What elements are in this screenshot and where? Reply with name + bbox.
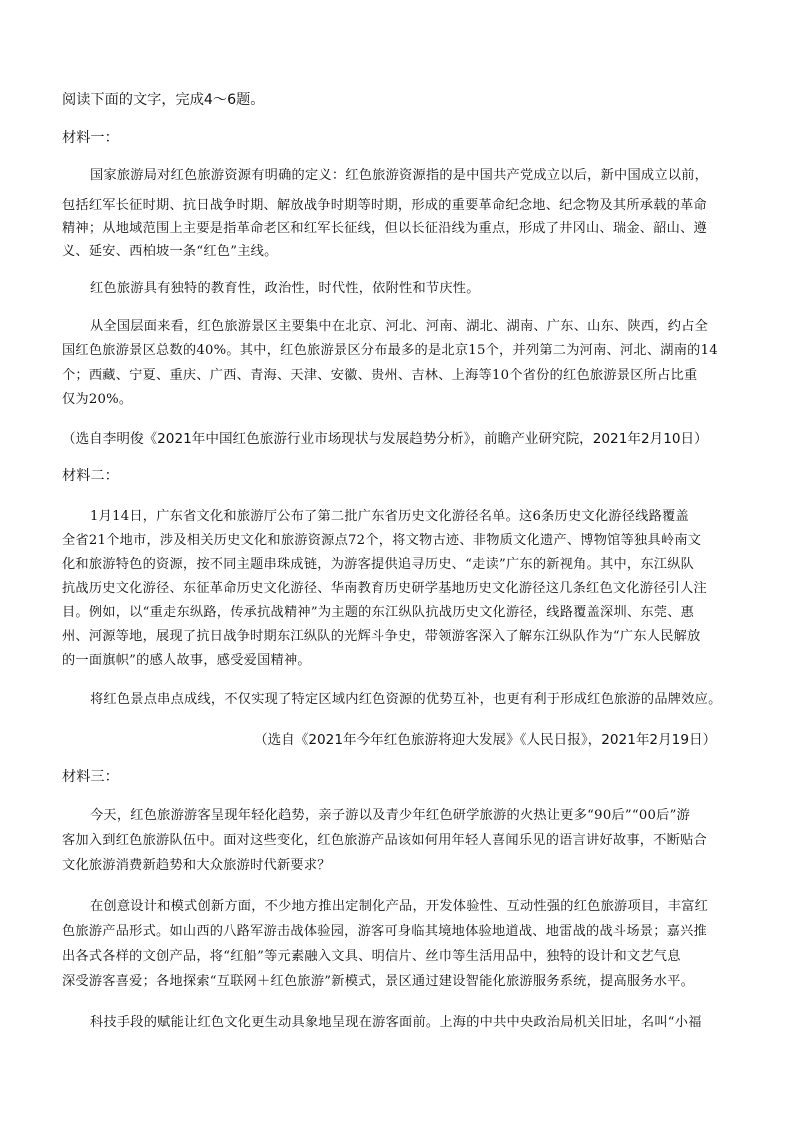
material-3-p1-line: 今天，红色旅游游客呈现年轻化趋势，亲子游以及青少年红色研学旅游的火热让更多“90后”“00后”游	[90, 808, 691, 823]
material-1-p1-line: 国家旅游局对红色旅游资源有明确的定义：红色旅游资源指的是中国共产党成立以后，新中国成立以前，	[90, 168, 709, 183]
material-1-p1-line: 包括红军长征时期、抗日战争时期、解放战争时期等时期，形成的重要革命纪念地、纪念物及其所承载的革命	[62, 198, 707, 213]
material-3-p1-line: 文化旅游消费新趋势和大众旅游时代新要求？	[62, 858, 331, 873]
material-3-p2-line: 色旅游产品形式。如山西的八路军游击战体验园，游客可身临其境地体验地道战、地雷战的战斗场景；嘉兴推	[62, 924, 707, 939]
material-2-label: 材料二：	[62, 468, 119, 484]
material-1-label: 材料一：	[62, 130, 119, 146]
material-1-p1-line: 精神；从地域范围上主要是指革命老区和红军长征线，但以长征沿线为重点，形成了井冈山、瑞金、韶山、遵	[62, 221, 707, 236]
material-2-p1-line: 1月14日，广东省文化和旅游厅公布了第二批广东省历史文化游径名单。这6条历史文化游径线路覆盖	[90, 509, 689, 524]
material-2-source: （选自《2021年今年红色旅游将迎大发展》《人民日报》，2021年2月19日）	[254, 732, 717, 748]
material-3-p1-line: 客加入到红色旅游队伍中。面对这些变化，红色旅游产品该如何用年轻人喜闻乐见的语言讲好故事，不断贴合	[62, 833, 707, 848]
material-2-p1-line: 州、河源等地，展现了抗日战争时期东江纵队的光辉斗争史，带领游客深入了解东江纵队作为“广东人民解放	[62, 629, 701, 644]
material-2-p2: 将红色景点串点成线，不仅实现了特定区域内红色资源的优势互补，也更有利于形成红色旅游的品牌效应。	[90, 692, 722, 707]
material-3-p2-line: 深受游客喜爱；各地探索“互联网＋红色旅游”新模式，景区通过建设智能化旅游服务系统，提高服务水平。	[62, 974, 695, 989]
material-2-p1-line: 的一面旗帜”的感人故事，感受爱国精神。	[62, 653, 311, 668]
material-2-p1-line: 化和旅游特色的资源，按不同主题串珠成链，为游客提供追寻历史、“走读”广东的新视角。其中，东江纵队	[62, 557, 695, 572]
material-1-p3-line: 从全国层面来看，红色旅游景区主要集中在北京、河北、河南、湖北、湖南、广东、山东、陕西，约占全	[90, 319, 709, 334]
material-1-source: （选自李明俊《2021年中国红色旅游行业市场现状与发展趋势分析》，前瞻产业研究院，2021年2月10日）	[62, 431, 708, 447]
material-3-label: 材料三：	[62, 769, 119, 785]
material-2-p1-line: 全省21个地市，涉及相关历史文化和旅游资源点72个，将文物古迹、非物质文化遗产、博物馆等独具岭南文	[62, 533, 702, 548]
material-1-p1-line: 义、延安、西柏坡一条“红色”主线。	[62, 244, 278, 259]
material-3-p2-line: 出各式各样的文创产品，将“红船”等元素融入文具、明信片、丝巾等生活用品中，独特的设计和文艺气息	[62, 949, 681, 964]
material-2-p1-line: 目。例如，以“重走东纵路，传承抗战精神”为主题的东江纵队抗战历史文化游径，线路覆盖深圳、东莞、惠	[62, 605, 695, 620]
material-2-p1-line: 抗战历史文化游径、东征革命历史文化游径、华南教育历史研学基地历史文化游径这几条红色文化游径引人注	[62, 581, 707, 596]
material-1-p3-line: 个；西藏、宁夏、重庆、广西、青海、天津、安徽、贵州、吉林、上海等10个省份的红色旅游景区所占比重	[62, 368, 698, 383]
material-3-p3: 科技手段的赋能让红色文化更生动具象地呈现在游客面前。上海的中共中央政治局机关旧址，名叫“小福	[90, 1015, 702, 1030]
material-1-p2: 红色旅游具有独特的教育性，政治性，时代性，依附性和节庆性。	[90, 281, 480, 296]
question-intro: 阅读下面的文字，完成4～6题。	[62, 92, 265, 108]
material-1-p3-line: 国红色旅游景区总数的40%。其中，红色旅游景区分布最多的是北京15个，并列第二为河南、河北、湖南的14	[62, 343, 718, 358]
material-3-p2-line: 在创意设计和模式创新方面，不少地方推出定制化产品，开发体验性、互动性强的红色旅游项目，丰富红	[90, 899, 709, 914]
material-1-p3-line: 仅为20%。	[62, 392, 133, 407]
